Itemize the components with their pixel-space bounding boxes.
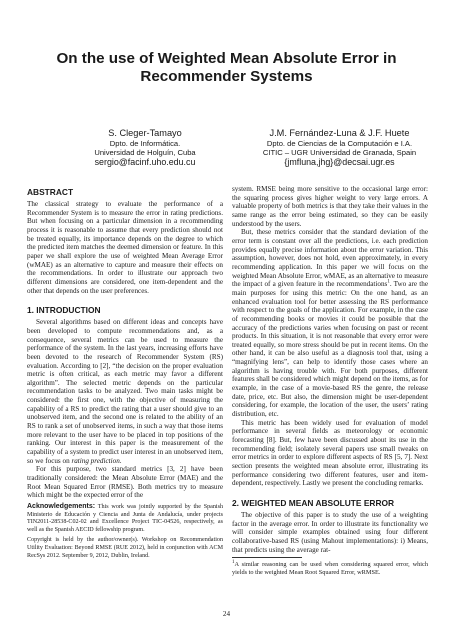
page-number: 24 <box>222 610 231 618</box>
intro-paragraph-3: system. RMSE being more sensitive to the occasional large error: the squaring process gives higher weight to very large errors. A valuable property of both metrics is that they take their values in the same range as the error being estimated, so they can be easily understood by the users. <box>232 185 428 228</box>
author-affiliation: Dpto. de Ciencias de la Computación e I.A. <box>266 139 413 148</box>
section-2-heading: 2. WEIGHTED MEAN ABSOLUTE ERROR <box>232 497 395 508</box>
footnote-divider <box>232 557 302 558</box>
acknowledgements: Acknowledgements: This work was jointly supported by the Spanish Ministerio de Educación y Ciencia and Junta de Andalucía, under projects TIN2011-28538-C02-02 and Excellence Project TIC-04526, respectively, as well as the Spanish AECID fellowship program. <box>27 503 224 533</box>
footnote: $^1$A similar reasoning can be used when considering squared error, which yields to the weighted Mean Root Squared Error, wRMSE. <box>232 560 428 576</box>
intro-paragraph-1: Several algorithms based on different ideas and concepts have been developed to compute recommendations and, as a consequence, several metrics can be used to measure the performance of the system. In the last years, increasing efforts have been devoted to the research of Recommender System (RS) evaluation. According to [2], “the decision on the proper evaluation metric is often critical, as each metric may favor a different algorithm”. The selected metric depends on the particular recommendation tasks to be analyzed. Two main tasks might be considered: the first one, with the objective of measuring the capability of a RS to predict the rating that a user should give to an unobserved item, and the second one is related to the ability of an RS to rank a set of unobserved items, in such a way that those items more relevant to the user have to be placed in top positions of the ranking. Our interest in this paper is the measurement of the capability of a system to predict user interest in an unobserved item, so we focus on rating prediction. <box>27 318 223 465</box>
author-name: S. Cleger-Tamayo <box>108 128 182 138</box>
left-column <box>27 185 223 560</box>
author-name: J.M. Fernández-Luna & J.F. Huete <box>269 128 410 138</box>
intro-paragraph-5: This metric has been widely used for evaluation of model performance in several fields as meteorology or economic forecasting [8]. But, few have been discussed about its use in the recommending field; isolately several papers use small tweaks on error metrics in order to explore different aspects of RS [5, 7]. Next section presents the weighted mean absolute error, illustrating its performance considering two different features, user and item-dependent, respectively. Lastly we present the concluding remarks. <box>232 418 428 488</box>
author-block-2 <box>232 128 447 168</box>
paper-title: On the use of Weighted Mean Absolute Error in Recommender Systems <box>56 50 397 85</box>
section-1-heading: 1. INTRODUCTION <box>27 305 101 316</box>
wmae-paragraph-1: The objective of this paper is to study the use of a weighting factor in the average error. In order to illustrate its functionality we will consider simple examples obtained using four different collaborative-based RS (using Mahout implementations): i) Means, that predicts using the average rat- <box>232 510 428 554</box>
author-affiliation: Universidad de Holguín, Cuba <box>94 148 196 157</box>
abstract-heading: ABSTRACT <box>27 187 74 197</box>
author-affiliation: CITIC – UGR Universidad de Granada, Spain <box>262 148 417 157</box>
right-column <box>232 185 428 576</box>
acknowledgements-label: Acknowledgements: <box>27 503 96 510</box>
author-email: {jmfluna,jhg}@decsai.ugr.es <box>284 157 395 167</box>
intro-paragraph-4: But, these metrics consider that the standard deviation of the error term is constant over all the predictions, i.e. each prediction provides equally precise information about the error variation. This assumption, however, does not hold, even approximately, in every recommending application. In this paper we will focus on the weighted Mean Absolute Error, wMAE, as an alternative to measure the impact of a given feature in the recommendations$^1$. Two are the main purposes for using this metric: On the one hand, as an enhanced evaluation tool for better assessing the RS performance with respect to the goals of the application. For example, in the case of recommending books or movies it could be possible that the accuracy of the predictions varies when focusing on past or recent products. In this situation, it is not reasonable that every error were treated equally, so more stress should be put in recent items. On the other hand, it can be also useful as a diagnosis tool that, using a “magnifying lens”, can help to identify those cases where an algorithm is having trouble with. For both purposes, different features shall be considered which might depend on the items, as for example, in the case of a movie-based RS the genre, the release date, price, etc. But also, the dimension might be user-dependent considering, for example, the location of the user, the users’ rating distribution, etc. <box>232 228 428 419</box>
author-affiliation: Dpto. de Informática. <box>109 139 181 148</box>
abstract-text: The classical strategy to evaluate the performance of a Recommender System is to measure the error in rating predictions. But when focusing on a particular dimension in a recommending process it is reasonable to assume that every prediction should not be treated equally, its importance depends on the degree to which the predicted item matches the deemed dimension or feature. In this paper we shall explore the use of weighted Mean Average Error (wMAE) as an alternative to capture and measure their effects on the recommendations. In order to illustrate our approach two different dimensions are considered, one item-dependent and the other that depends on the user preferences. <box>27 200 223 295</box>
intro-paragraph-2: For this purpose, two standard metrics [3, 2] have been traditionally considered: the Mean Absolute Error (MAE) and the Root Mean Squared Error (RMSE). Both metrics try to measure which might be the expected error of the <box>27 465 223 500</box>
author-block-1 <box>55 128 235 168</box>
emphasis-rating-prediction: rating prediction <box>71 456 120 465</box>
copyright-notice: Copyright is held by the author/owner(s). Workshop on Recommendation Utility Evaluation: Beyond RMSE (RUE 2012), held in conjunction with ACM RecSys 2012. September 9, 2012, Dublin, Ireland. <box>27 537 223 559</box>
footnote-marker: 1 <box>387 279 390 285</box>
author-email: sergio@facinf.uho.edu.cu <box>94 157 196 167</box>
